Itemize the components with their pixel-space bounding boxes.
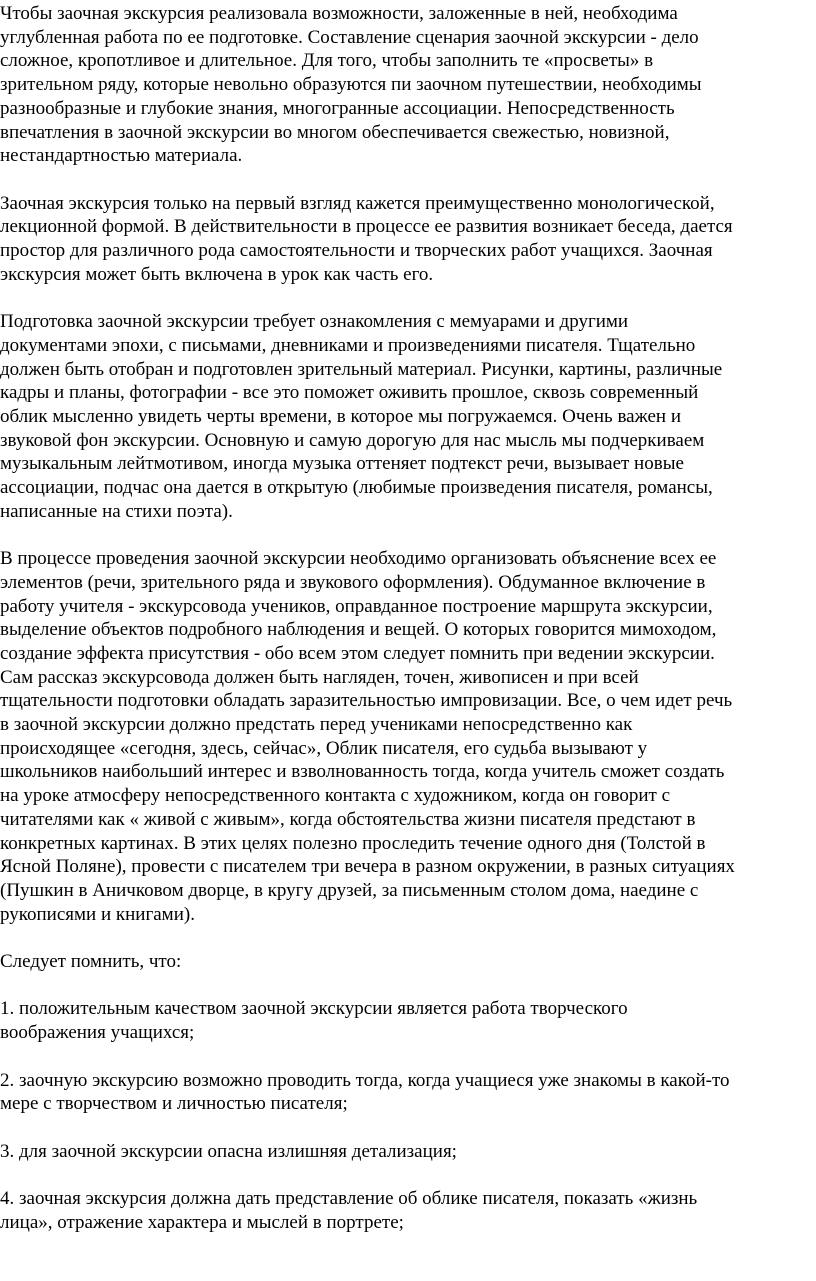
text-line: выделение объектов подробного наблюдения и вещей. О которых говорится мимоходом, <box>0 619 717 641</box>
text-line: музыкальным лейтмотивом, иногда музыка оттеняет подтекст речи, вызывает новые <box>0 453 684 475</box>
list-item-3 <box>0 1140 816 1164</box>
text-line: звуковой фон экскурсии. Основную и самую дорогую для нас мысль мы подчеркиваем <box>0 429 705 451</box>
text-line: облик мысленно увидеть черты времени, в которое мы погружаемся. Очень важен и <box>0 405 681 427</box>
text-line: 4. заочная экскурсия должна дать представление об облике писателя, показать «жизнь <box>0 1188 698 1210</box>
text-line: воображения учащихся; <box>0 1022 195 1044</box>
text-line: углубленная работа по ее подготовке. Составление сценария заочной экскурсии - дело <box>0 26 699 48</box>
text-line: конкретных картинах. В этих целях полезно проследить течение одного дня (Толстой в <box>0 832 706 854</box>
text-line: тщательности подготовки обладать заразительностью импровизации. Все, о чем идет речь <box>0 690 733 712</box>
text-line: происходящее «сегодня, здесь, сейчас», Облик писателя, его судьба вызывают у <box>0 737 648 759</box>
text-line: экскурсия может быть включена в урок как часть его. <box>0 263 434 285</box>
list-item-1 <box>0 997 816 1044</box>
paragraph-preparation <box>0 2 816 168</box>
text-line: Чтобы заочная экскурсия реализовала возможности, заложенные в ней, необходима <box>0 3 678 24</box>
text-line: создание эффекта присутствия - обо всем этом следует помнить при ведении экскурсии. <box>0 642 715 664</box>
text-line: зрительном ряду, которые невольно образуются пи заочном путешествии, необходимы <box>0 74 702 96</box>
text-line: школьников наибольший интерес и взволнованность тогда, когда учитель сможет создать <box>0 761 725 783</box>
text-line: простор для различного рода самостоятельности и творческих работ учащихся. Заочная <box>0 240 713 262</box>
text-line: читателями как « живой с живым», когда обстоятельства жизни писателя предстают в <box>0 808 696 830</box>
paragraph-materials <box>0 310 816 523</box>
text-line: В процессе проведения заочной экскурсии необходимо организовать объяснение всех ее <box>0 548 717 570</box>
text-line: работу учителя - экскурсовода учеников, оправданное построение маршрута экскурсии, <box>0 595 713 617</box>
text-line: лекционной формой. В действительности в процессе ее развития возникает беседа, дается <box>0 216 733 238</box>
text-line: должен быть отобран и подготовлен зрительный материал. Рисунки, картины, различные <box>0 358 723 380</box>
text-line: Сам рассказ экскурсовода должен быть нагляден, точен, живописен и при всей <box>0 666 639 688</box>
text-line: Заочная экскурсия только на первый взгляд кажется преимущественно монологической, <box>0 192 715 214</box>
text-line: разнообразные и глубокие знания, многогранные ассоциации. Непосредственность <box>0 97 675 119</box>
text-line: 1. положительным качеством заочной экскурсии является работа творческого <box>0 998 628 1020</box>
paragraph-conducting <box>0 547 816 926</box>
text-line: (Пушкин в Аничковом дворце, в кругу друзей, за письменным столом дома, наедине с <box>0 879 699 901</box>
document-body <box>0 2 816 1258</box>
text-line: ассоциации, подчас она дается в открытую (любимые произведения писателя, романсы, <box>0 477 713 499</box>
text-line: мере с творчеством и личностью писателя; <box>0 1093 348 1115</box>
text-line: на уроке атмосферу непосредственного контакта с художником, когда он говорит с <box>0 785 671 807</box>
text-line: 3. для заочной экскурсии опасна излишняя детализация; <box>0 1140 457 1162</box>
text-line: Следует помнить, что: <box>0 951 182 973</box>
paragraph-form <box>0 192 816 287</box>
list-item-4 <box>0 1187 816 1234</box>
text-line: 2. заочную экскурсию возможно проводить тогда, когда учащиеся уже знакомы в какой-то <box>0 1069 730 1091</box>
list-item-2 <box>0 1069 816 1116</box>
text-line: Подготовка заочной экскурсии требует ознакомления с мемуарами и другими <box>0 311 629 333</box>
text-line: рукописями и книгами). <box>0 903 195 925</box>
text-line: впечатления в заочной экскурсии во многом обеспечивается свежестью, новизной, <box>0 121 670 143</box>
text-line: написанные на стихи поэта). <box>0 500 233 522</box>
text-line: сложное, кропотливое и длительное. Для того, чтобы заполнить те «просветы» в <box>0 50 654 72</box>
text-line: в заочной экскурсии должно предстать перед учениками непосредственно как <box>0 714 633 736</box>
text-line: Ясной Поляне), провести с писателем три вечера в разном окружении, в разных ситуациях <box>0 856 735 878</box>
text-line: кадры и планы, фотографии - все это поможет оживить прошлое, сквозь современный <box>0 382 699 404</box>
text-line: документами эпохи, с письмами, дневниками и произведениями писателя. Тщательно <box>0 334 696 356</box>
paragraph-remember <box>0 950 816 974</box>
text-line: нестандартностью материала. <box>0 145 243 167</box>
text-line: лица», отражение характера и мыслей в портрете; <box>0 1211 404 1233</box>
text-line: элементов (речи, зрительного ряда и звукового оформления). Обдуманное включение в <box>0 571 706 593</box>
